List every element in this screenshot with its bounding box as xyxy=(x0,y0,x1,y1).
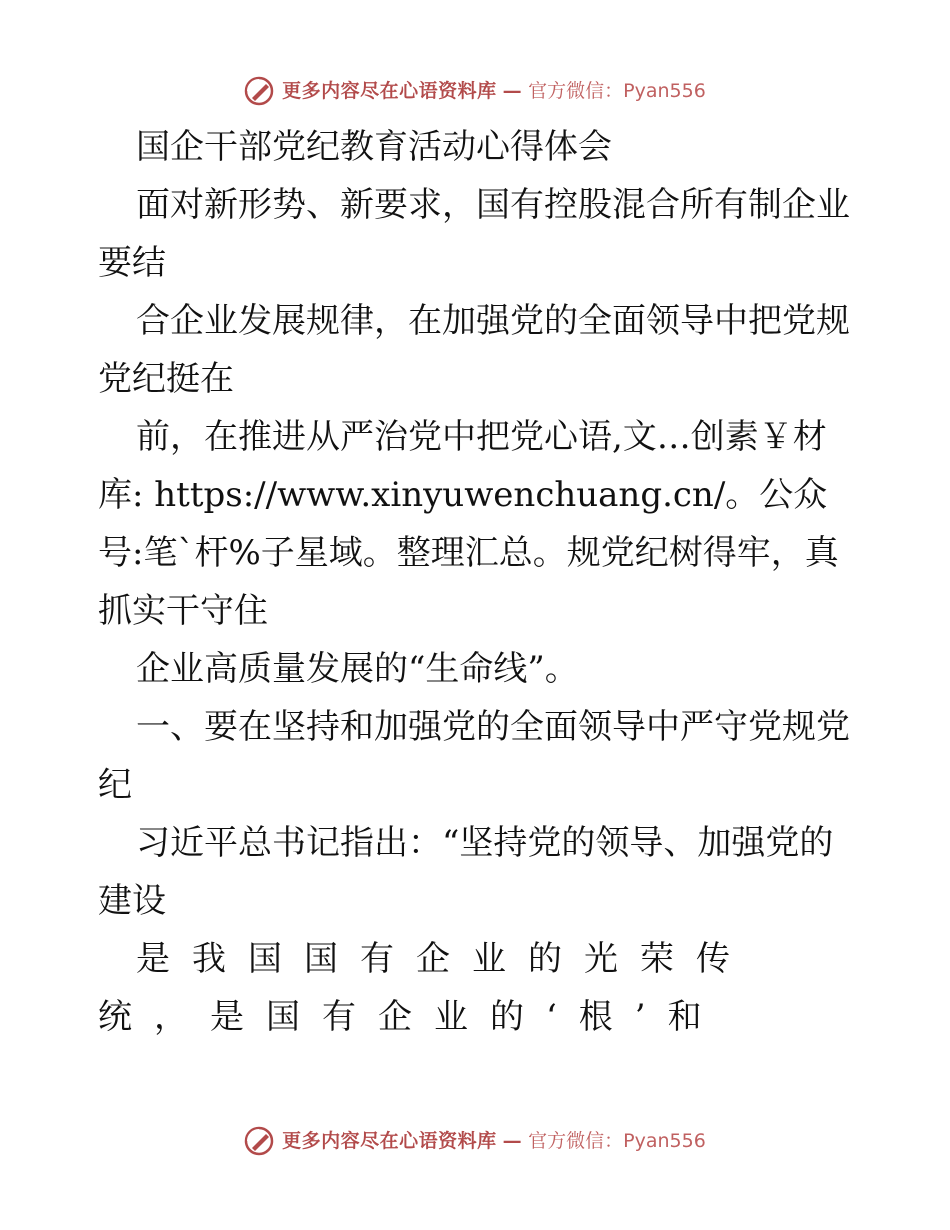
footer-dash: — xyxy=(502,1130,523,1152)
quill-logo-icon xyxy=(244,1126,276,1156)
paragraph: 习近平总书记指出：“坚持党的领导、加强党的建设 xyxy=(98,823,834,921)
footer-wechat-text: 官方微信：Pyan556 xyxy=(528,1130,706,1152)
document-title: 国企干部党纪教育活动心得体会 xyxy=(136,127,612,167)
section-heading: 一、要在坚持和加强党的全面领导中严守党规党纪 xyxy=(98,707,850,805)
header-brand-text: 更多内容尽在心语资料库 xyxy=(282,80,497,102)
paragraph: 是我国国有企业的光荣传统，是国有企业的‘根’和 xyxy=(98,939,752,1037)
header-dash: — xyxy=(502,80,523,102)
footer-brand-text: 更多内容尽在心语资料库 xyxy=(282,1130,497,1152)
header-watermark xyxy=(0,76,950,106)
paragraph: 企业高质量发展的“生命线”。 xyxy=(136,649,579,689)
paragraph: 面对新形势、新要求，国有控股混合所有制企业要结 xyxy=(98,185,850,283)
header-wechat-text: 官方微信：Pyan556 xyxy=(528,80,706,102)
footer-watermark xyxy=(0,1126,950,1156)
document-body xyxy=(98,118,858,1046)
paragraph: 前，在推进从严治党中把党心语,文…创素￥材库: https://www.xinyuwenchuang.cn/。公众号:笔`杆%子星域。整理汇总。规党纪树得牢，真抓实干守住 xyxy=(98,417,839,631)
paragraph: 合企业发展规律，在加强党的全面领导中把党规党纪挺在 xyxy=(98,301,850,399)
quill-logo-icon xyxy=(244,76,276,106)
